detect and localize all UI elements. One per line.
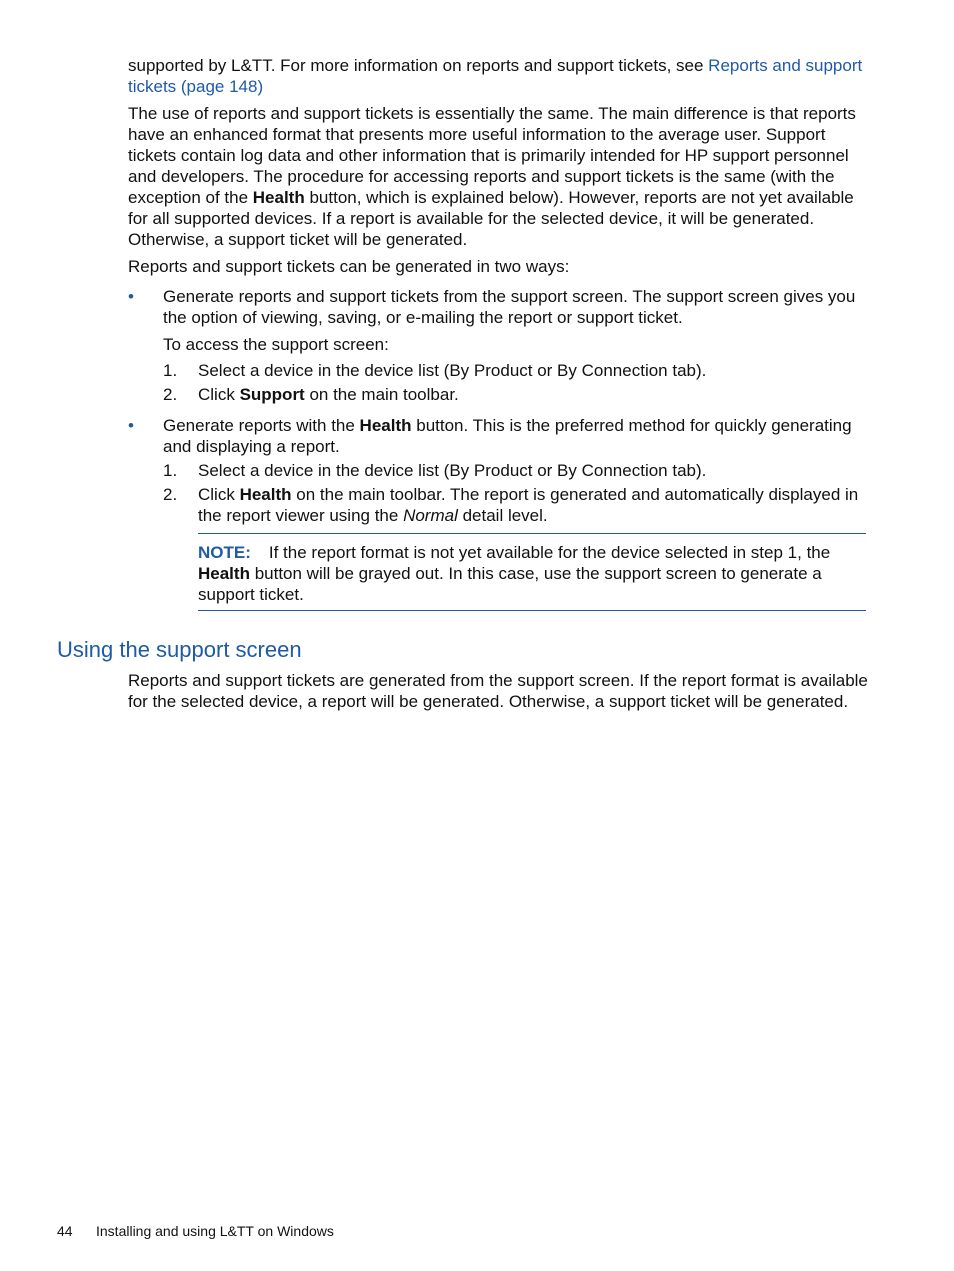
step-number: 2.	[163, 485, 178, 504]
intro-paragraph	[128, 55, 870, 97]
step-text	[198, 484, 868, 526]
note-content	[198, 542, 866, 605]
step-text-mid: on the main toolbar. The report is generated and automatically displayed in the report viewer using the	[198, 485, 859, 525]
step-text: Select a device in the device list (By Product or By Connection tab).	[198, 361, 707, 380]
bullet-2-post: button. This is the preferred method for quickly generating and displaying a report.	[163, 416, 852, 456]
overview-text-2: button, which is explained below). However, reports are not yet available for all supported devices. If a report is available for the selected device, it will be generated. Otherwise, a support ticket will be generated.	[128, 188, 854, 249]
page-number: 44	[57, 1223, 73, 1239]
ways-paragraph: Reports and support tickets can be generated in two ways:	[128, 257, 570, 276]
reports-link[interactable]: Reports and support tickets (page 148)	[128, 56, 863, 96]
section-heading: Using the support screen	[57, 637, 302, 662]
note-text-post: button will be grayed out. In this case, use the support screen to generate a support ticket.	[198, 564, 822, 604]
note-label: NOTE:	[198, 543, 251, 562]
bullet-1-text: Generate reports and support tickets from the support screen. The support screen gives you the option of viewing, saving, or e-mailing the report or support ticket.	[163, 287, 856, 327]
step-text-pre: Click	[198, 385, 240, 404]
bullet-dot: •	[128, 416, 134, 435]
note-text-pre: If the report format is not yet available for the device selected in step 1, the	[268, 543, 831, 562]
health-bold: Health	[198, 564, 250, 583]
intro-text: supported by L&TT. For more information on reports and support tickets, see	[128, 56, 709, 75]
bullet-2-text	[163, 415, 868, 457]
step-number: 1.	[163, 361, 178, 380]
step-number: 2.	[163, 385, 178, 404]
step-text-post: detail level.	[457, 506, 548, 525]
step-text-pre: Click	[198, 485, 240, 504]
bullet-1-subtext: To access the support screen:	[163, 335, 389, 354]
health-bold: Health	[239, 485, 292, 504]
step-text-post: on the main toolbar.	[304, 385, 459, 404]
note-box	[198, 533, 866, 611]
section-body: Reports and support tickets are generated from the support screen. If the report format is available for the selected device, a report will be generated. Otherwise, a support ticket will be generated.	[128, 671, 868, 711]
support-bold: Support	[239, 385, 305, 404]
step-text: Select a device in the device list (By Product or By Connection tab).	[198, 461, 707, 480]
normal-italic: Normal	[403, 506, 458, 525]
step-text	[198, 384, 868, 405]
overview-paragraph	[128, 103, 870, 250]
overview-text-1: The use of reports and support tickets is essentially the same. The main difference is that reports have an enhanced format that presents more useful information to the average user. Support tickets contain log data and other information that is primarily intended for HP support personnel and developers. The procedure for accessing reports and support tickets is the same (with the exception of the	[128, 104, 856, 207]
bullet-2-pre: Generate reports with the	[163, 416, 360, 435]
health-bold: Health	[359, 416, 412, 435]
bullet-dot: •	[128, 287, 134, 306]
health-bold: Health	[252, 188, 305, 207]
footer-title: Installing and using L&TT on Windows	[96, 1223, 334, 1239]
step-number: 1.	[163, 461, 178, 480]
